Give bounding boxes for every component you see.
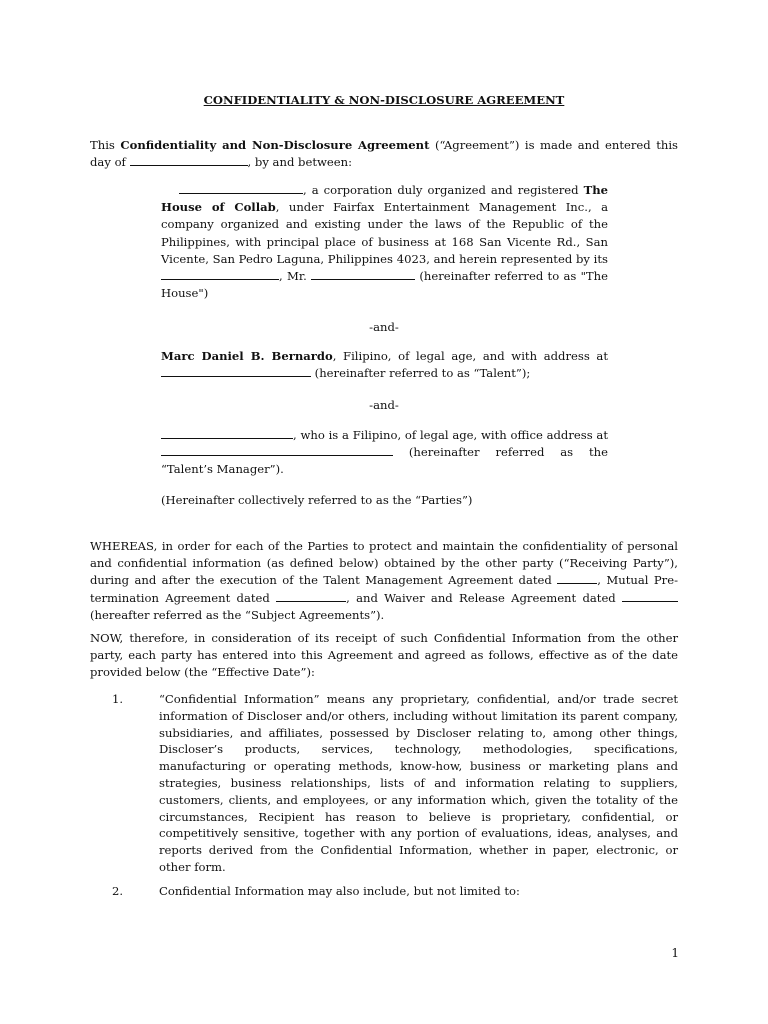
party-house-paragraph bbox=[161, 182, 608, 302]
manager-address-blank bbox=[161, 444, 393, 456]
party-house-text: , Mr. bbox=[279, 269, 312, 284]
party-house-text: , a corporation duly organized and registered bbox=[303, 183, 584, 197]
party-house-text: (hereinafter referred to as "The House") bbox=[161, 269, 608, 301]
whereas-paragraph bbox=[90, 538, 678, 624]
page-number: 1 bbox=[671, 946, 679, 960]
whereas-text: (hereafter referred as the “Subject Agreements”). bbox=[90, 607, 385, 622]
house-name: The House of Collab bbox=[161, 183, 608, 215]
item-number: 2. bbox=[112, 884, 124, 898]
talent-address-blank bbox=[161, 365, 311, 377]
intro-text: (“Agreement”) is made and entered this day of bbox=[90, 138, 678, 170]
now-therefore-paragraph: NOW, therefore, in consideration of its receipt of such Confidential Information from the other party, each party has entered into this Agreement and agreed as follows, effective as of the date provided below (the “Effective Date”): bbox=[90, 631, 678, 680]
tma-date-blank bbox=[557, 572, 597, 584]
talent-name: Marc Daniel B. Bernardo bbox=[161, 349, 333, 363]
party-manager-text: (hereinafter referred as the “Talent’s Manager”). bbox=[161, 445, 608, 477]
intro-text: , by and between: bbox=[247, 155, 353, 170]
item-text: Confidential Information may also include, but not limited to: bbox=[159, 884, 520, 898]
and-separator: -and- bbox=[369, 398, 399, 412]
waiver-date-blank bbox=[622, 590, 678, 602]
party-manager-paragraph bbox=[161, 427, 608, 479]
party-house-text: , under Fairfax Entertainment Management Inc., a company organized and existing under the laws of the Republic of the Philippines, with principal place of business at 168 San Vicente Rd., San Vicente, San Pedro Laguna, Philippines 4023, and herein represented by its bbox=[161, 200, 609, 266]
date-blank bbox=[130, 154, 248, 166]
parties-note: (Hereinafter collectively referred to as the “Parties”) bbox=[161, 493, 473, 507]
manager-name-blank bbox=[161, 427, 293, 439]
and-separator: -and- bbox=[369, 320, 399, 334]
whereas-text: WHEREAS, in order for each of the Parties to protect and maintain the confidentiality of personal and confidential information (as defined below) obtained by the other party (“Receiving Party”), during and after the execution of the Talent Management Agreement dated bbox=[90, 539, 678, 588]
intro-text: This bbox=[90, 138, 121, 152]
pretermination-date-blank bbox=[276, 590, 346, 602]
party-manager-text: , who is a Filipino, of legal age, with office address at bbox=[293, 428, 608, 442]
party-talent-text: , Filipino, of legal age, and with address at bbox=[332, 349, 608, 363]
representative-name-blank bbox=[311, 268, 415, 280]
item-number: 1. bbox=[112, 692, 124, 706]
item-text: “Confidential Information” means any proprietary, confidential, and/or trade secret information of Discloser and/or others, including without limitation its parent company, subsidiaries, and affiliates, possessed by Discloser relating to, among other things, Discloser’s products, services, technology, methodologies, specifications, manufacturing or operating methods, know-how, business or marketing plans and strategies, business relationships, lists of and information relating to suppliers, customers, clients, and employees, or any information which, given the totality of the circumstances, Recipient has reason to believe is proprietary, confidential, or competitively sensitive, together with any portion of evaluations, ideas, analyses, and reports derived from the Confidential Information, whether in paper, electronic, or other form. bbox=[159, 692, 678, 874]
representative-title-blank bbox=[161, 268, 279, 280]
party-talent-paragraph bbox=[161, 348, 608, 382]
whereas-text: , and Waiver and Release Agreement dated bbox=[346, 590, 623, 605]
party-talent-text: (hereinafter referred to as “Talent”); bbox=[311, 366, 531, 381]
agreement-name: Confidentiality and Non-Disclosure Agreement bbox=[120, 138, 430, 152]
document-title: CONFIDENTIALITY & NON-DISCLOSURE AGREEMENT bbox=[203, 93, 565, 107]
intro-paragraph bbox=[90, 137, 678, 171]
whereas-text: , Mutual Pre-termination Agreement dated bbox=[90, 573, 678, 605]
corporation-name-blank bbox=[179, 182, 303, 194]
